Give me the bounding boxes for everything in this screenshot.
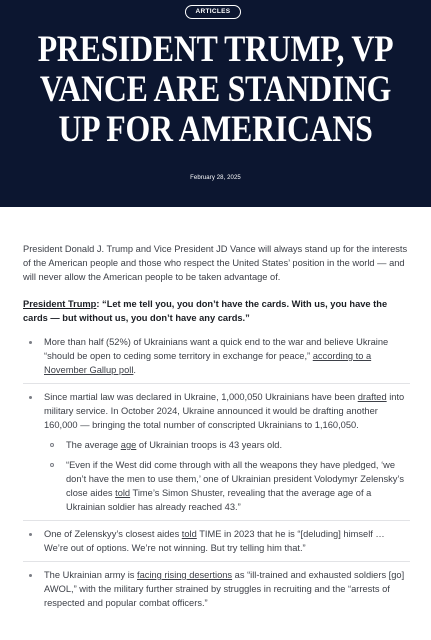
quote-text: “Let me tell you, you don’t have the cards. With us, you have the cards — but without us, you don’t have any cards.”: [23, 299, 388, 323]
item-text: The Ukrainian army is: [44, 570, 137, 580]
bullet-dot: [29, 574, 32, 577]
fact-list: [23, 335, 410, 616]
item-text: The average: [66, 440, 121, 450]
list-item: [23, 390, 410, 521]
told-link[interactable]: told: [115, 488, 131, 498]
sub-list: [44, 438, 410, 514]
title-line: PRESIDENT TRUMP, VP: [37, 29, 394, 70]
item-text: Since martial law was declared in Ukraine, 1,000,050 Ukrainians have been: [44, 392, 358, 402]
item-text: .: [133, 365, 136, 375]
list-item: [23, 527, 410, 562]
sub-list-item: [44, 458, 410, 514]
bullet-dot: [29, 396, 32, 399]
item-text: One of Zelenskyy’s closest aides: [44, 529, 182, 539]
item-text: into military service. In October 2024, Ukraine announced it would be drafting another 160,000 — bringing the total number of conscripted Ukrainians to 1,160,050.: [44, 392, 405, 430]
told-time-link[interactable]: told: [181, 529, 197, 539]
item-text: “Even if the West did come through with all the weapons they have pledged, ‘we don’t have the men to use them,’ one of Ukrainian president Volodymyr Zelensky’s close aides: [66, 460, 404, 498]
item-text: More than half (52%) of Ukrainians want a quick end to the war and believe Ukraine “should be open to ceding some territory in exchange for peace,”: [44, 337, 389, 361]
list-item: [23, 335, 410, 384]
sub-list-item: [44, 438, 410, 452]
quote-separator: :: [96, 299, 103, 309]
title-line: VANCE ARE STANDING: [39, 69, 392, 110]
desertions-link[interactable]: facing rising desertions: [137, 570, 233, 580]
drafted-link[interactable]: drafted: [357, 392, 387, 402]
quote-speaker-link[interactable]: President Trump: [23, 299, 97, 309]
pull-quote: [23, 297, 410, 325]
bullet-dot: [29, 341, 32, 344]
item-text: TIME in 2023 that he is “[deluding] himself … We’re out of options. We’re not winning. But try telling him that.”: [44, 529, 385, 553]
item-text: of Ukrainian troops is 43 years old.: [136, 440, 283, 450]
article-header: [0, 0, 431, 207]
age-link[interactable]: age: [120, 440, 137, 450]
bullet-ring: [50, 463, 54, 467]
publish-date: February 28, 2025: [190, 175, 241, 181]
title-line: UP FOR AMERICANS: [58, 109, 373, 150]
list-item: [23, 568, 410, 616]
article-body: [23, 242, 410, 622]
item-text: as “ill-trained and exhausted soldiers [go] AWOL,” with the military further strained by struggles in recruiting and the “arrests of respected and popular combat officers.”: [44, 570, 405, 608]
page-title: [30, 30, 401, 150]
bullet-dot: [29, 533, 32, 536]
articles-badge[interactable]: ARTICLES: [185, 5, 241, 19]
item-text: Time’s Simon Shuster, revealing that the average age of a Ukrainian soldier has already reached 43.”: [66, 488, 372, 512]
gallup-poll-link[interactable]: according to a November Gallup poll: [44, 351, 372, 375]
intro-paragraph: President Donald J. Trump and Vice President JD Vance will always stand up for the interests of the American people and those who respect the United States’ position in the world — and will never allow the American people to be taken advantage of.: [23, 244, 408, 282]
bullet-ring: [50, 443, 54, 447]
